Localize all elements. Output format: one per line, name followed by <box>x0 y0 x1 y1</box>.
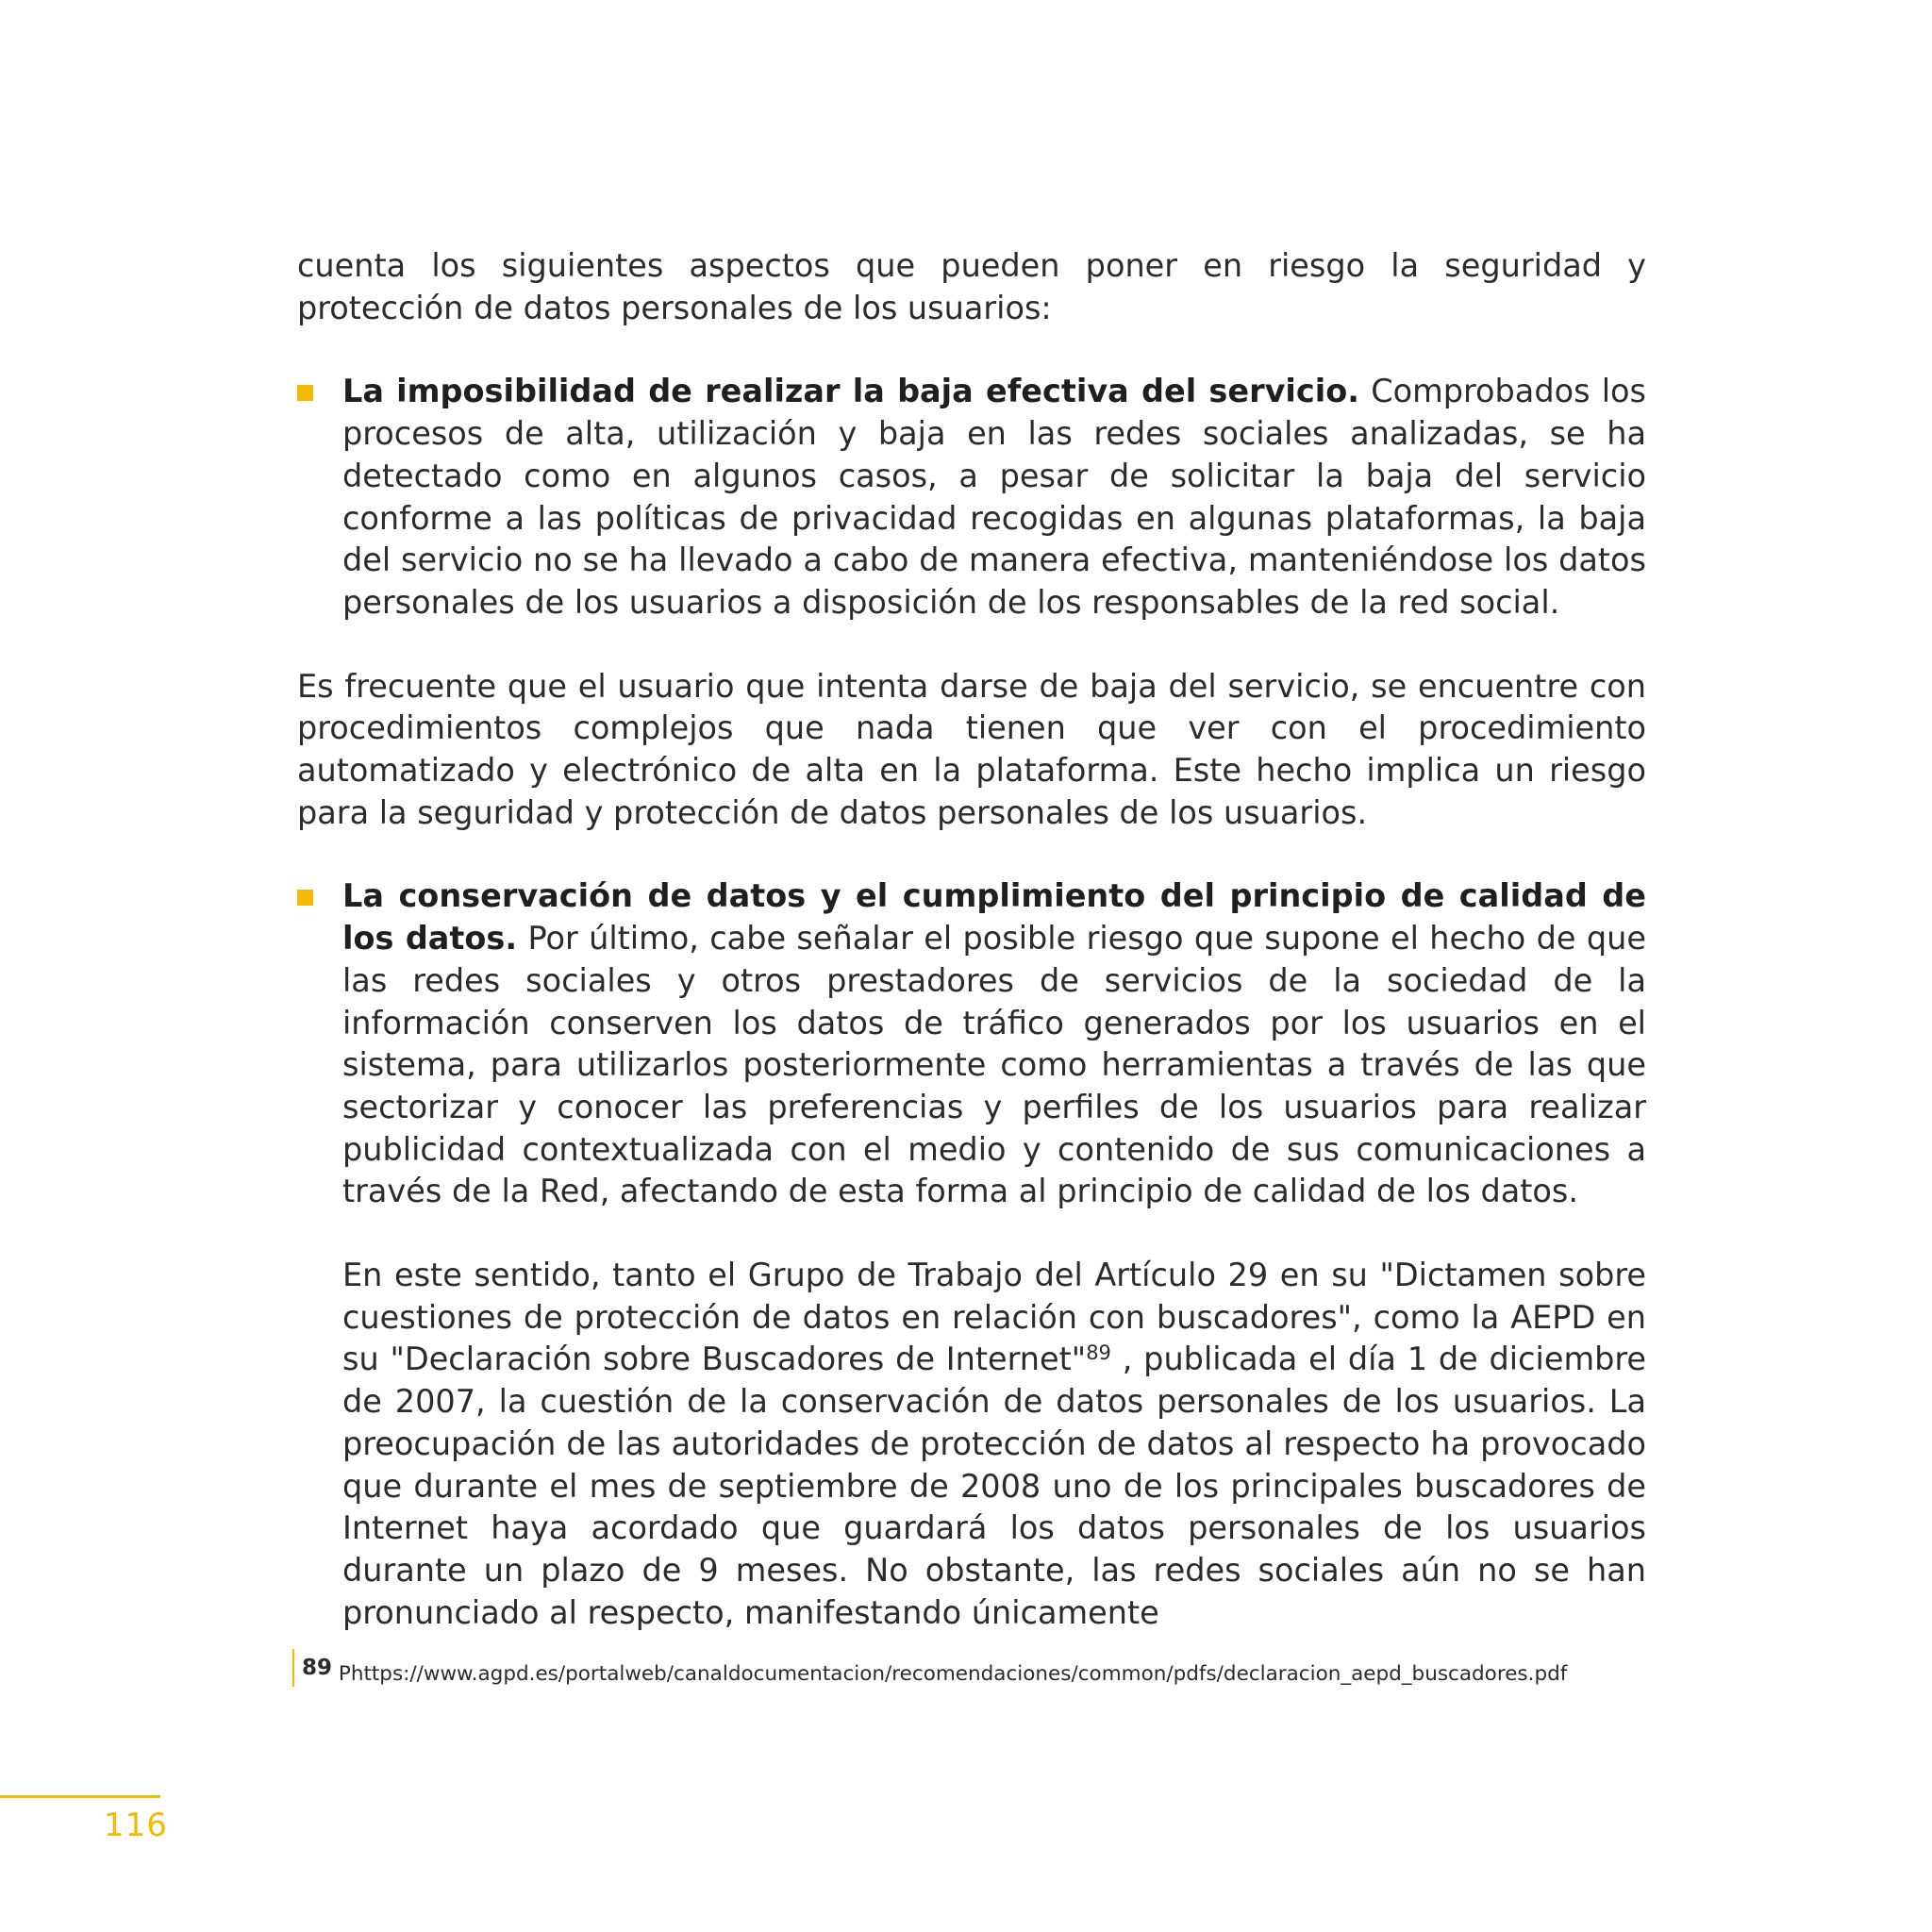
bullet-paragraph <box>342 875 1646 1213</box>
footnote-reference[interactable]: 89 <box>1086 1341 1111 1365</box>
page-number: 116 <box>104 1807 168 1844</box>
footnote-url[interactable]: Phttps://www.agpd.es/portalweb/canaldocumentacion/recomendaciones/common/pdfs/declaracion_aepd_buscadores.pdf <box>338 1662 1568 1686</box>
page-number-rule <box>0 1795 160 1798</box>
middle-paragraph: Es frecuente que el usuario que intenta darse de baja del servicio, se encuentre con procedimientos complejos que nada tienen que ver con el procedimiento automatizado y electrónico de alta en la plataforma. Este hecho implica un riesgo para la seguridad y protección de datos personales de los usuarios. <box>297 667 1646 831</box>
bullet-paragraph <box>342 371 1646 624</box>
bullet-item-baja-efectiva <box>297 371 1646 624</box>
bullet-text: Por último, cabe señalar el posible riesgo que supone el hecho de que las redes sociales y otros prestadores de servicios de la sociedad de la información conserven los datos de tráfico generados por los usuarios en el sistema, para utilizarlos posteriormente como herramientas a través de las que sectorizar y conocer las preferencias y perfiles de los usuarios para realizar publicidad contextualizada con el medio y contenido de sus comunicaciones a través de la Red, afectando de esta forma al principio de calidad de los datos. <box>342 920 1646 1210</box>
square-bullet-icon <box>297 385 313 401</box>
bullet-title: La imposibilidad de realizar la baja efectiva del servicio. <box>342 373 1359 410</box>
intro-paragraph: cuenta los siguientes aspectos que pueden poner en riesgo la seguridad y protección de datos personales de los usuarios: <box>297 247 1646 326</box>
footnote-number: 89 <box>302 1656 333 1680</box>
square-bullet-icon <box>297 890 313 906</box>
bullet-text: Comprobados los procesos de alta, utilización y baja en las redes sociales analizadas, se ha detectado como en algunos casos, a pesar de solicitar la baja del servicio conforme a las políticas de privacidad recogidas en algunas plataformas, la baja del servicio no se ha llevado a cabo de manera efectiva, manteniéndose los datos personales de los usuarios a disposición de los responsables de la red social. <box>342 373 1646 621</box>
footnote <box>292 1649 1567 1687</box>
bullet-subparagraph <box>342 1255 1646 1634</box>
subparagraph-text: En este sentido, tanto el Grupo de Trabajo del Artículo 29 en su "Dictamen sobre cuestiones de protección de datos en relación con buscadores", como la AEPD en su "Declaración sobre Buscadores de Internet" <box>342 1257 1646 1378</box>
page-body <box>297 245 1646 1675</box>
subparagraph-text-continued: , publicada el día 1 de diciembre de 2007, la cuestión de la conservación de datos personales de los usuarios. La preocupación de las autoridades de protección de datos al respecto ha provocado que durante el mes de septiembre de 2008 uno de los principales buscadores de Internet haya acordado que guardará los datos personales de los usuarios durante un plazo de 9 meses. No obstante, las redes sociales aún no se han pronunciado al respecto, manifestando únicamente <box>342 1341 1646 1631</box>
bullet-item-conservacion-datos <box>297 875 1646 1634</box>
bullet-title: La conservación de datos y el cumplimiento del principio de calidad de los datos. <box>342 877 1646 958</box>
